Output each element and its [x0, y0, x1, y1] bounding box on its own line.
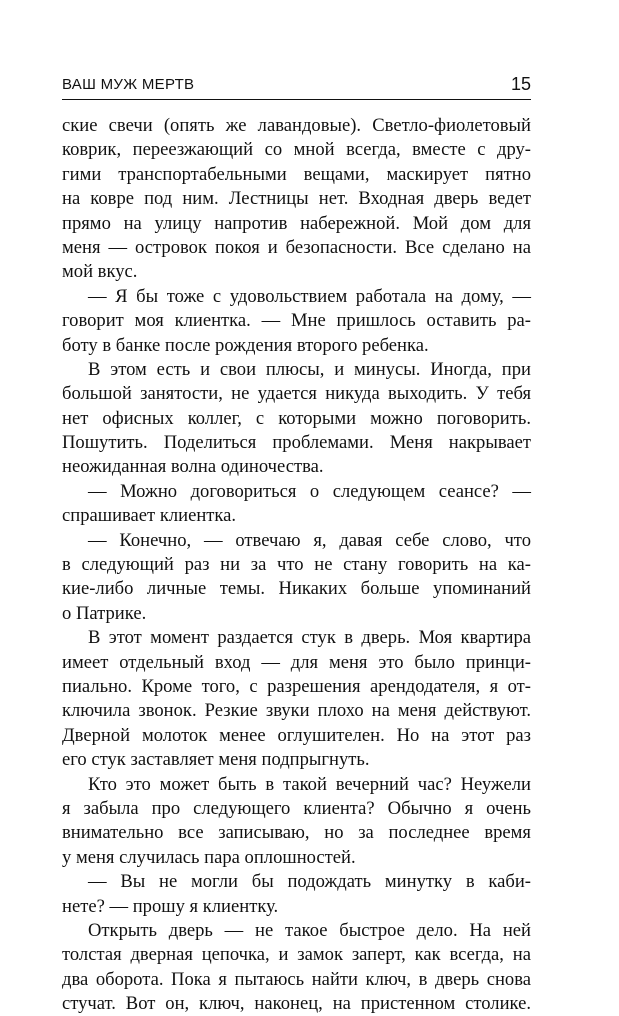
text-line: два оборота. Пока я пытаюсь найти ключ, в дверь снова: [62, 968, 531, 990]
page-number: 15: [510, 74, 531, 94]
text-line: нете? — прошу я клиентку.: [62, 895, 279, 917]
text-line: меня — островок покоя и безопасности. Все сделано на: [62, 236, 531, 258]
text-line: стучат. Вот он, ключ, наконец, на пристенном столике.: [62, 993, 531, 1015]
text-line: я забыла про следующего клиента? Обычно я очень: [62, 797, 531, 819]
text-line: кие-либо личные темы. Никаких больше упоминаний: [62, 578, 531, 600]
text-line: Дверной молоток менее оглушителен. Но на этот раз: [62, 724, 531, 746]
text-line: внимательно все записываю, но за последнее время: [62, 822, 531, 844]
text-line: боту в банке после рождения второго ребенка.: [62, 334, 429, 356]
text-line: пиально. Кроме того, с разрешения арендодателя, я от-: [62, 675, 531, 697]
text-line: на ковре под ним. Лестницы нет. Входная дверь ведет: [62, 188, 531, 210]
text-line: нет офисных коллег, с которыми можно поговорить.: [62, 407, 531, 429]
text-line: гими транспортабельными вещами, маскирует пятно: [62, 163, 531, 185]
text-line: ские свечи (опять же лавандовые). Светло-фиолетовый: [62, 115, 531, 136]
text-line: — Я бы тоже с удовольствием работала на дому, —: [88, 285, 531, 307]
text-line: — Вы не могли бы подождать минутку в каби-: [88, 871, 531, 893]
text-line: В этот момент раздается стук в дверь. Моя квартира: [88, 627, 531, 649]
text-line: неожиданная волна одиночества.: [62, 456, 324, 478]
page-header: [62, 74, 531, 98]
text-line: большой занятости, не удается никуда выходить. У тебя: [62, 383, 531, 405]
text-line: прямо на улицу напротив набережной. Мой дом для: [62, 212, 531, 234]
header-rule: [62, 99, 531, 100]
text-line: толстая дверная цепочка, и замок заперт, как всегда, на: [62, 944, 531, 966]
text-line: Пошутить. Поделиться проблемами. Меня накрывает: [62, 432, 531, 454]
text-line: ключила звонок. Резкие звуки плохо на меня действуют.: [62, 700, 531, 722]
text-line: мой вкус.: [62, 261, 138, 283]
text-line: — Можно договориться о следующем сеансе? —: [88, 480, 531, 502]
body-text: [62, 114, 531, 1016]
text-line: у меня случилась пара оплошностей.: [62, 846, 356, 868]
running-title: ВАШ МУЖ МЕРТВ: [62, 76, 195, 93]
text-line: о Патрике.: [62, 602, 147, 624]
text-line: — Конечно, — отвечаю я, давая себе слово, что: [88, 529, 531, 551]
text-line: Открыть дверь — не такое быстрое дело. На ней: [88, 919, 531, 941]
text-line: в следующий раз ни за что не стану говорить на ка-: [62, 554, 531, 576]
text-line: имеет отдельный вход — для меня это было принци-: [62, 651, 531, 673]
text-line: коврик, переезжающий со мной всегда, вместе с дру-: [62, 139, 531, 161]
text-line: В этом есть и свои плюсы, и минусы. Иногда, при: [88, 358, 531, 380]
text-line: Кто это может быть в такой вечерний час? Неужели: [88, 773, 531, 795]
text-line: спрашивает клиентка.: [62, 505, 237, 527]
text-line: его стук заставляет меня подпрыгнуть.: [62, 749, 370, 771]
text-line: говорит моя клиентка. — Мне пришлось оставить ра-: [62, 310, 531, 332]
